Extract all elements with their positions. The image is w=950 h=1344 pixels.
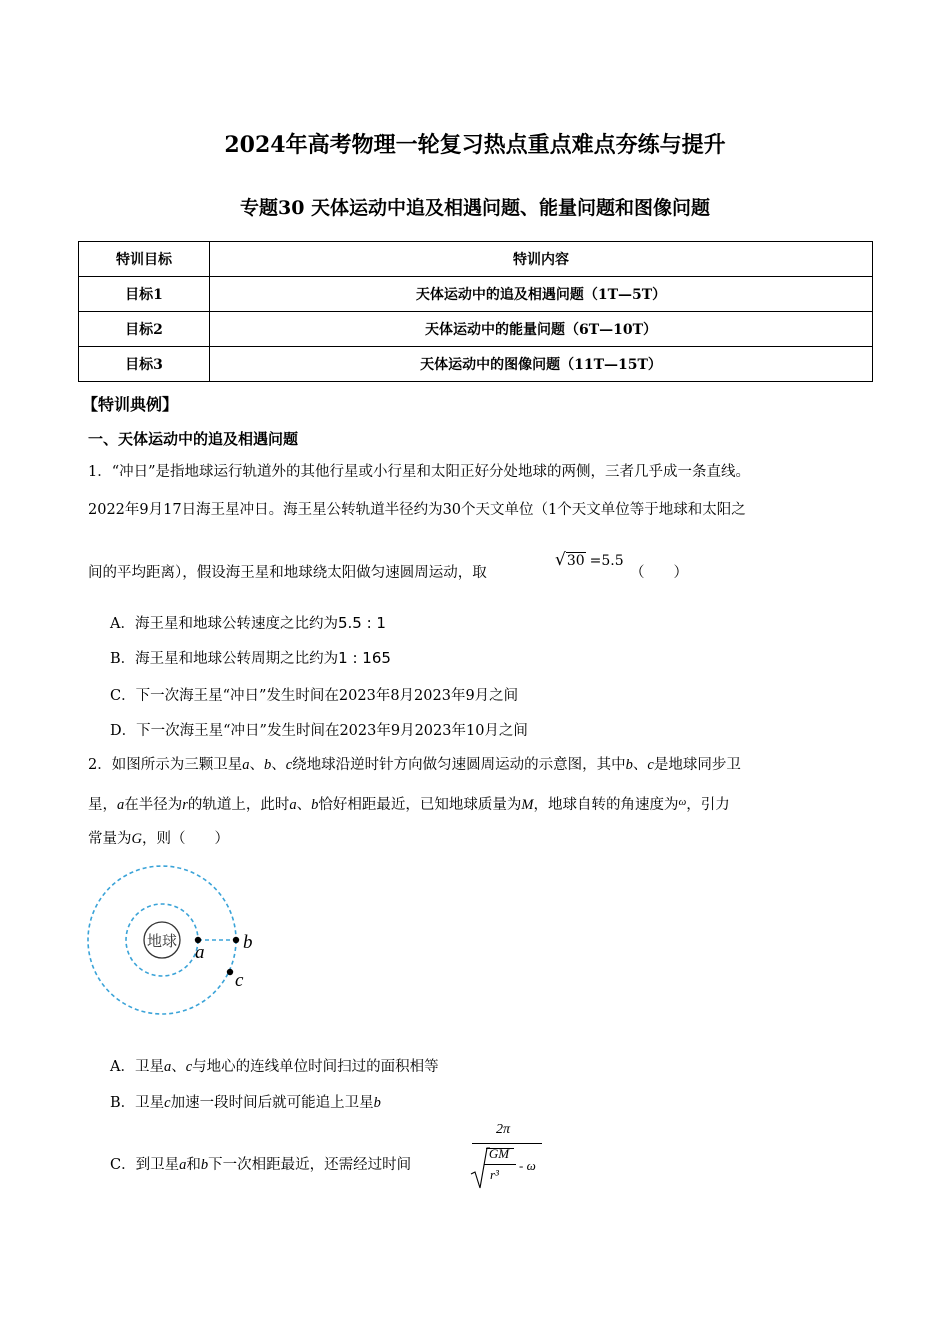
table-cell: 目标1 [79,277,210,312]
inner-fraction-bar [484,1164,516,1165]
q2-option-a [110,1055,439,1076]
q1-answer-bracket: （ ） [630,565,688,581]
q2-text: ，则（ ） [141,831,229,847]
table-cell: 目标3 [79,347,210,382]
q2-line-2 [88,792,730,815]
page-subtitle: 专题30 天体运动中追及相遇问题、能量问题和图像问题 [239,197,711,219]
orbit-diagram [80,860,280,1020]
q2-var-c: c [164,1095,171,1111]
satellite-c-dot [227,969,233,975]
q2-text: 常量为 [88,831,132,847]
q2-text: 在半径为 [124,797,183,813]
q2-text: 、 [296,797,312,813]
table-row [79,347,873,382]
q1-option-b-value: 1 : 165 [338,649,391,667]
q2-var-a: a [242,757,250,773]
table-header-cell: 特训内容 [210,242,873,277]
q2-option-text: 加速一段时间后就可能追上卫星 [170,1095,374,1111]
q1-option-a-text: A．海王星和地球公转速度之比约为 [110,616,338,632]
sqrt-denominator-r3: r³ [490,1167,499,1182]
q2-option-b [110,1091,381,1112]
q2-option-text: 和 [186,1157,201,1173]
q2-var-m: M [521,797,534,813]
page-title: 2024年高考物理一轮复习热点重点难点夯练与提升 [224,132,726,158]
q1-option-a-value: 5.5 : 1 [337,614,386,632]
q2-var-b: b [263,757,272,773]
q1-line-2: 2022年9月17日海王星冲日。海王星公转轨道半径约为30个天文单位（1个天文单位等于地球和太阳之 [88,502,746,518]
table-header-cell: 特训目标 [79,242,210,277]
q2-option-c-fraction [470,1122,545,1192]
q2-var-c: c [185,1059,193,1075]
q2-var-c: c [285,757,293,773]
section-examples-heading: 【特训典例】 [82,395,179,414]
sqrt-numerator-gm: GM [488,1146,510,1161]
q2-option-text: C．到卫星 [110,1157,180,1173]
q2-text: ，引力 [686,797,730,813]
q1-sqrt-result: =5.5 [589,553,624,569]
satellite-b-dot [233,937,239,943]
q1-option-b-text: B．海王星和地球公转周期之比约为 [110,651,339,667]
q1-option-d: D．下一次海王星“冲日”发生时间在2023年9月2023年10月之间 [110,723,528,739]
q2-text: 、 [632,757,648,773]
q2-var-a: a [163,1059,172,1075]
q2-line-1 [88,755,741,775]
table-cell: 目标2 [79,312,210,347]
q2-var-b: b [200,1157,209,1173]
q2-option-text: A．卫星 [110,1059,164,1075]
q2-option-c [110,1153,411,1174]
table-cell: 天体运动中的能量问题（6T—10T） [210,312,873,347]
q2-text: 的轨道上，此时 [187,797,290,813]
table-cell: 天体运动中的追及相遇问题（1T—5T） [210,277,873,312]
q1-line-3: 间的平均距离），假设海王星和地球绕太阳做匀速圆周运动，取 [88,565,487,581]
q2-var-omega: ω [678,796,687,808]
q1-option-c: C．下一次海王星“冲日”发生时间在2023年8月2023年9月之间 [110,688,519,704]
earth-label: 地球 [146,932,178,950]
q2-line-3 [88,829,229,849]
q2-text: 绕地球沿逆时针方向做匀速圆周运动的示意图，其中 [292,757,626,773]
q2-option-text: 下一次相距最近，还需经过时间 [208,1157,412,1173]
table-cell: 天体运动中的图像问题（11T—15T） [210,347,873,382]
q2-option-text: 与地心的连线单位时间扫过的面积相等 [192,1059,439,1075]
q2-var-b: b [625,757,633,773]
q2-var-g: G [131,831,142,847]
training-targets-table [78,241,873,382]
table-row [79,277,873,312]
table-header-row [79,242,873,277]
satellite-c-label: c [235,970,244,991]
q1-line-1: 1．“冲日”是指地球运行轨道外的其他行星或小行星和太阳正好分处地球的两侧，三者几乎成一条直线。 [88,464,751,480]
q2-var-a: a [117,797,125,813]
q2-option-text: B．卫星 [110,1095,165,1111]
satellite-b-label: b [243,932,253,953]
q2-var-b: b [373,1095,381,1111]
q2-text: 2．如图所示为三颗卫星 [88,757,243,773]
fraction-numerator: 2π [496,1122,511,1137]
q2-text: 恰好相距最近，已知地球质量为 [318,797,522,813]
q2-text: 是地球同步卫 [653,757,741,773]
q2-text: 、 [271,757,286,773]
section-1-heading: 一、天体运动中的追及相遇问题 [88,430,299,448]
q2-option-text: 、 [171,1059,186,1075]
q1-option-b [110,647,391,668]
minus-omega: - ω [519,1158,536,1173]
table-row [79,312,873,347]
q1-option-a [110,612,386,633]
q2-var-r: r [182,797,188,813]
q2-text: 星， [88,797,117,813]
satellite-a-label: a [195,942,205,963]
q2-var-c: c [647,757,654,773]
q1-sqrt-expression: √30 =5.5 [555,550,624,570]
q2-text: ，地球自转的角速度为 [533,797,679,813]
q2-var-a: a [289,797,297,813]
fraction-bar [472,1143,542,1144]
q2-var-b: b [311,797,319,813]
q2-text: 、 [249,757,264,773]
q1-sqrt-value: 30 [566,553,585,569]
q2-var-a: a [179,1157,187,1173]
